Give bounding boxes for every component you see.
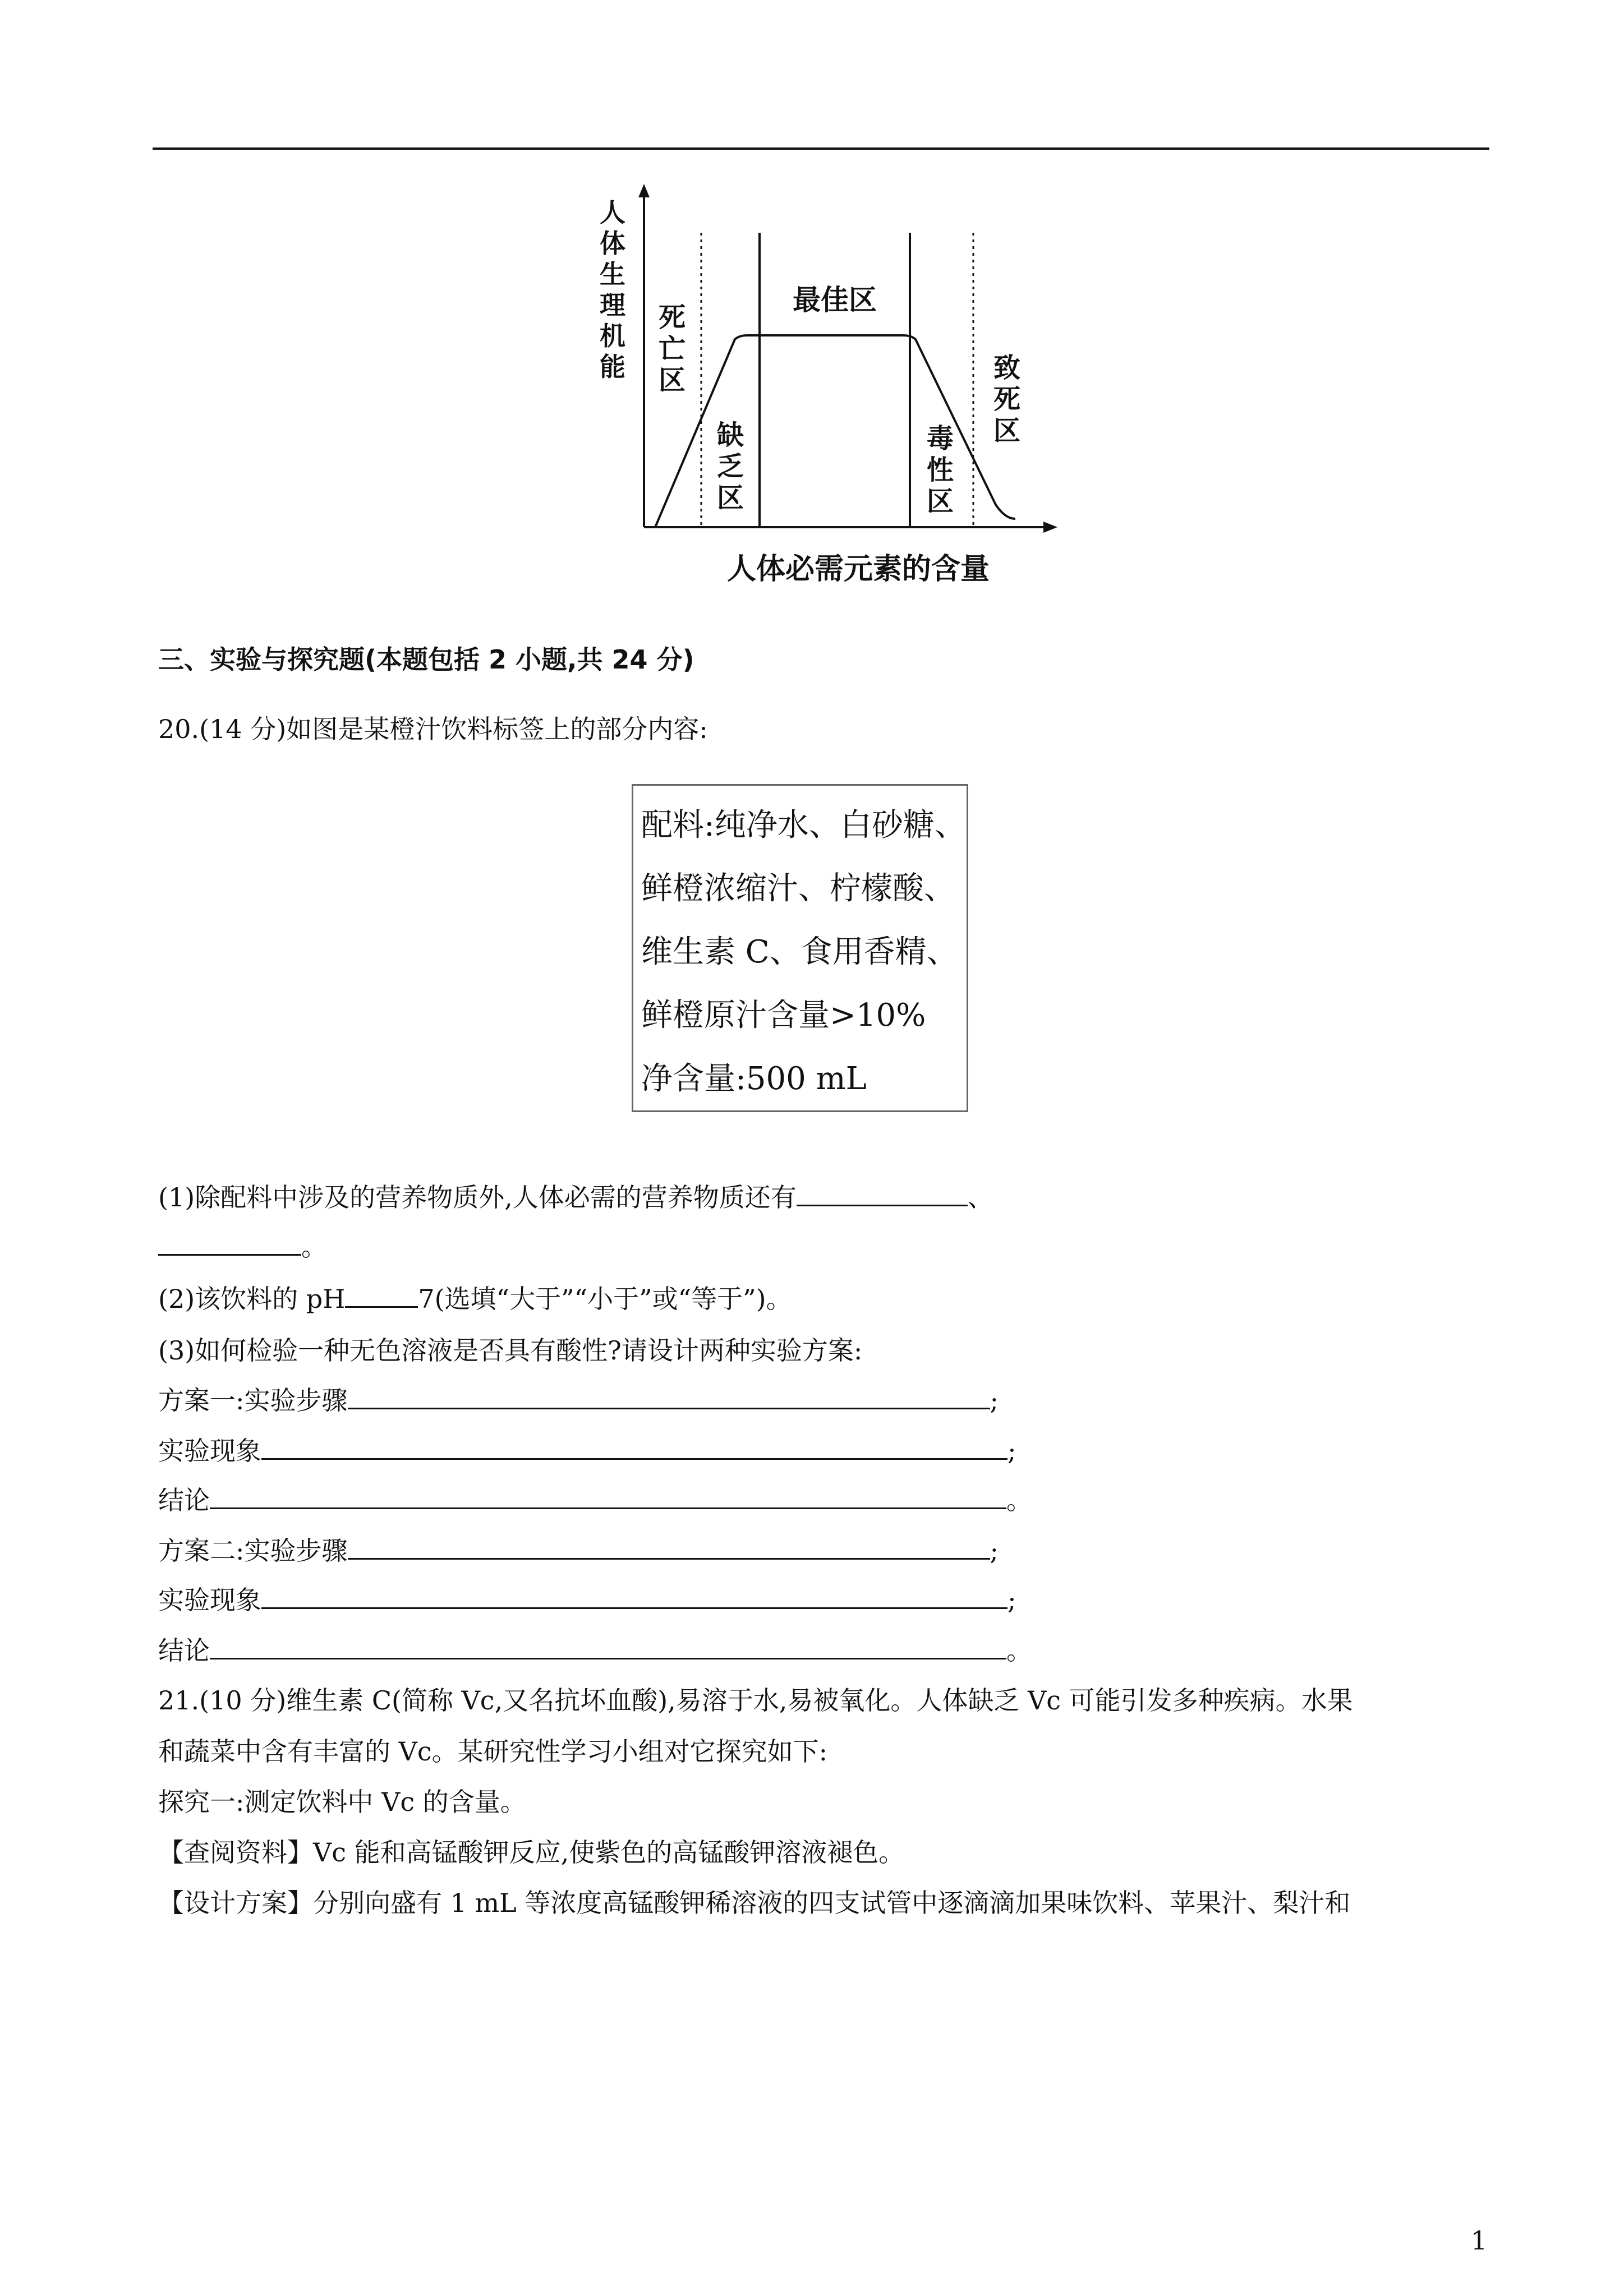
plan2-concl-label: 结论 (158, 1635, 210, 1666)
plan2-concl-end: 。 (1006, 1635, 1032, 1666)
q20-part1 (158, 1180, 993, 1214)
plan2-phen-end: ; (1007, 1585, 1016, 1615)
answer-blank-plan2-steps[interactable] (348, 1533, 990, 1560)
zone-toxic-char-1: 毒 (926, 423, 954, 454)
q20-part2-b: 7(选填“大于”“小于”或“等于”)。 (418, 1284, 792, 1314)
juice-label-box (632, 784, 968, 1112)
zone-deficiency-char-2: 乏 (716, 451, 744, 482)
plan2-steps-row (158, 1533, 999, 1567)
plan1-steps-label: 方案一:实验步骤 (158, 1385, 348, 1416)
zone-death-char-2: 亡 (658, 333, 686, 365)
label-line-4: 鲜橙原汁含量>10% (641, 997, 926, 1034)
q21-line-3: 探究一:测定饮料中 Vc 的含量。 (158, 1787, 526, 1817)
plan1-steps-end: ; (990, 1385, 999, 1416)
header-rule (153, 147, 1489, 150)
q21-line-5: 【设计方案】分别向盛有 1 mL 等浓度高锰酸钾稀溶液的四支试管中逐滴滴加果味饮料、苹果汁、梨汁和 (158, 1888, 1351, 1918)
label-line-5: 净含量:500 mL (641, 1061, 867, 1097)
y-axis-arrow-icon (638, 184, 650, 197)
zone-lethal-char-1: 致 (993, 352, 1021, 384)
answer-blank-plan2-concl[interactable] (210, 1633, 1006, 1659)
y-label-char-1: 人 (600, 197, 625, 228)
label-line-1: 配料:纯净水、白砂糖、 (641, 807, 966, 843)
q20-part2 (158, 1281, 792, 1316)
plan1-steps-row (158, 1383, 999, 1417)
q20-part1-text: (1)除配料中涉及的营养物质外,人体必需的营养物质还有 (158, 1182, 797, 1212)
plan1-phen-row (158, 1433, 1016, 1468)
answer-blank-2[interactable] (158, 1229, 301, 1256)
zone-lethal-char-2: 死 (993, 384, 1021, 415)
q20-part1-sep: 、 (967, 1182, 993, 1212)
q20-part1-end: 。 (301, 1232, 327, 1262)
page-number: 1 (1471, 2225, 1488, 2256)
q20-part3: (3)如何检验一种无色溶液是否具有酸性?请设计两种实验方案: (158, 1335, 863, 1366)
plan2-phen-label: 实验现象 (158, 1585, 261, 1615)
answer-blank-ph[interactable] (345, 1281, 418, 1308)
plan1-concl-label: 结论 (158, 1485, 210, 1515)
q21-line-4: 【查阅资料】Vc 能和高锰酸钾反应,使紫色的高锰酸钾溶液褪色。 (158, 1837, 905, 1868)
answer-blank-plan2-phen[interactable] (261, 1583, 1007, 1609)
q20-part1-cont (158, 1229, 327, 1264)
zone-toxic-char-3: 区 (926, 486, 954, 517)
q21-line-2: 和蔬菜中含有丰富的 Vc。某研究性学习小组对它探究如下: (158, 1736, 828, 1767)
x-axis-arrow-icon (1043, 522, 1057, 533)
zone-death-char-1: 死 (658, 302, 686, 333)
y-label-char-3: 生 (600, 259, 625, 289)
zone-deficiency-char-3: 区 (716, 482, 744, 514)
plan2-phen-row (158, 1583, 1016, 1617)
section-title: 三、实验与探究题(本题包括 2 小题,共 24 分) (158, 644, 694, 675)
label-line-2: 鲜橙浓缩汁、柠檬酸、 (641, 870, 955, 907)
q21-line-1: 21.(10 分)维生素 C(简称 Vc,又名抗坏血酸),易溶于水,易被氧化。人体缺乏 Vc 可能引发多种疾病。水果 (158, 1685, 1353, 1716)
label-line-3: 维生素 C、食用香精、 (641, 934, 958, 970)
y-label-char-2: 体 (600, 228, 625, 259)
plan2-steps-end: ; (990, 1536, 999, 1566)
x-axis-label: 人体必需元素的含量 (726, 552, 990, 586)
y-label-char-5: 机 (600, 321, 625, 351)
y-label-char-4: 理 (600, 290, 625, 320)
zone-deficiency-char-1: 缺 (716, 419, 744, 451)
plan2-steps-label: 方案二:实验步骤 (158, 1536, 348, 1566)
zone-optimal-label: 最佳区 (793, 284, 877, 316)
zone-lethal-char-3: 区 (993, 415, 1021, 446)
q20-part2-a: (2)该饮料的 pH (158, 1284, 346, 1314)
answer-blank-plan1-steps[interactable] (348, 1383, 990, 1409)
zone-death-char-3: 区 (658, 365, 686, 396)
plan1-phen-end: ; (1007, 1436, 1016, 1466)
plan2-concl-row (158, 1633, 1032, 1667)
q20-stem: 20.(14 分)如图是某橙汁饮料标签上的部分内容: (158, 714, 708, 744)
function-curve (655, 335, 1015, 527)
y-label-char-6: 能 (600, 352, 625, 382)
answer-blank-plan1-concl[interactable] (210, 1483, 1006, 1509)
answer-blank-plan1-phen[interactable] (261, 1433, 1007, 1460)
plan1-phen-label: 实验现象 (158, 1436, 261, 1466)
zone-toxic-char-2: 性 (926, 454, 954, 486)
plan1-concl-row (158, 1483, 1032, 1517)
element-function-diagram (583, 179, 1088, 606)
plan1-concl-end: 。 (1006, 1485, 1032, 1515)
answer-blank-1[interactable] (797, 1180, 968, 1206)
